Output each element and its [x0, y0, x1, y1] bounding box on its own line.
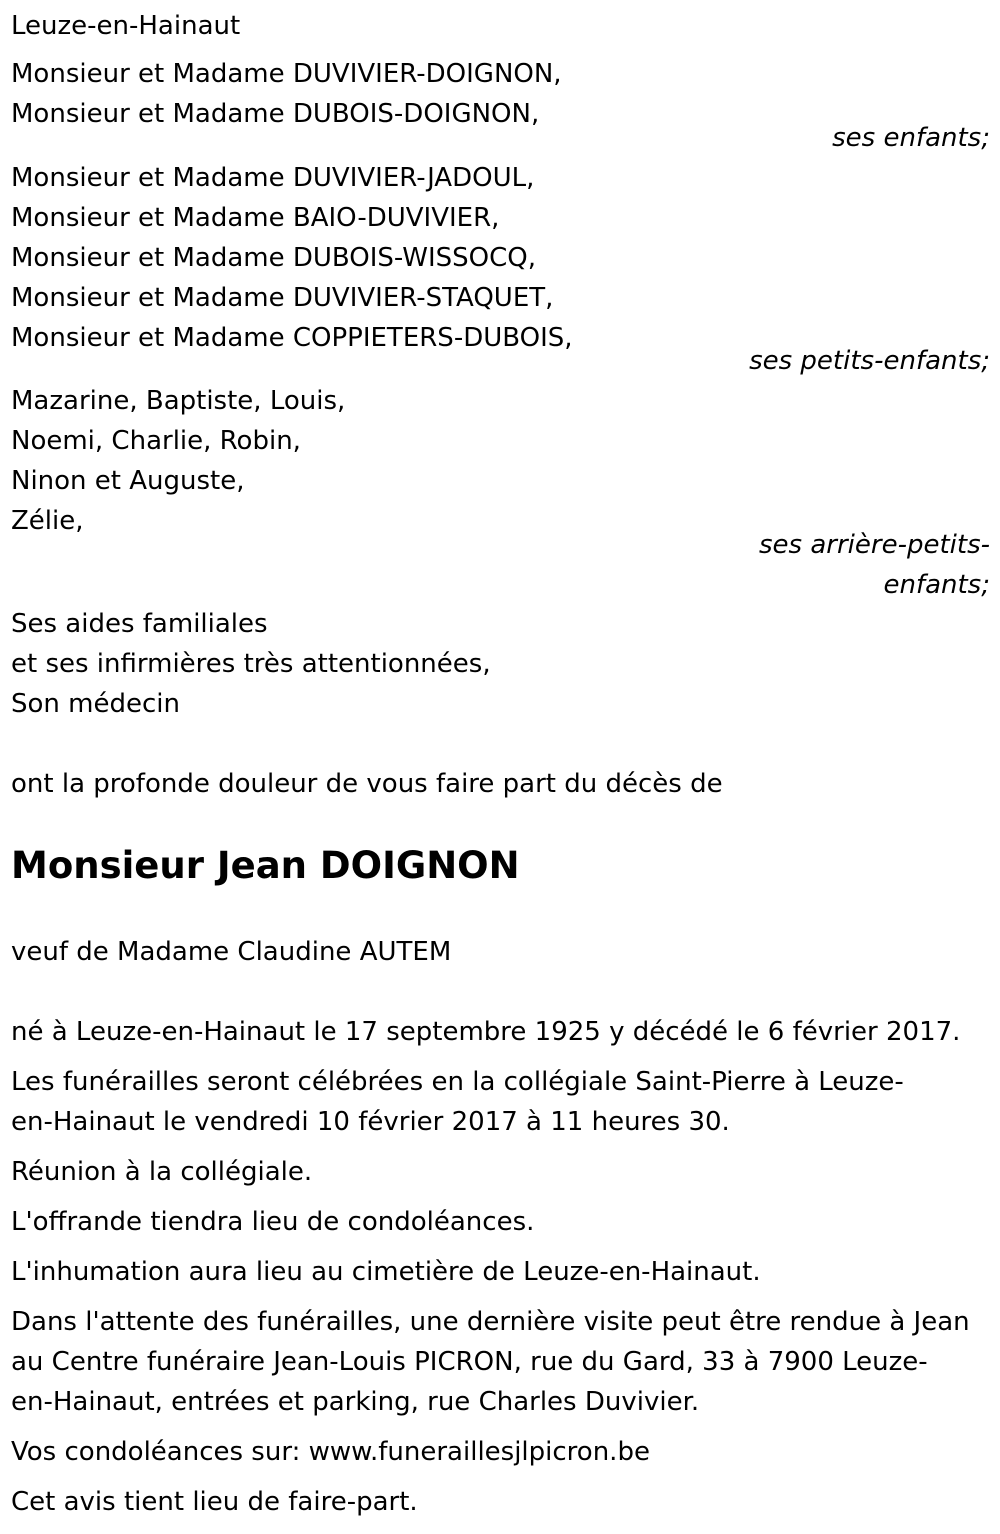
family-line: Monsieur et Madame DUVIVIER-STAQUET, [11, 283, 554, 313]
family-line: Monsieur et Madame DUBOIS-WISSOCQ, [11, 243, 536, 273]
paragraph-birth-death: né à Leuze-en-Hainaut le 17 septembre 1925 y décédé le 6 février 2017. [11, 1017, 961, 1047]
paragraph-visit: Dans l'attente des funérailles, une dernière visite peut être rendue à Jean au Centre funéraire Jean-Louis PICRON, rue du Gard, 33 à 7900 Leuze- en-Hainaut, entrées et parking, rue Charles Duvivier. [11, 1307, 970, 1417]
paragraph-notice: Cet avis tient lieu de faire-part. [11, 1487, 418, 1517]
family-line: Monsieur et Madame DUVIVIER-JADOUL, [11, 163, 535, 193]
widower-line: veuf de Madame Claudine AUTEM [11, 937, 452, 967]
family-line: Zélie, [11, 506, 84, 536]
paragraph-condolences: Vos condoléances sur: www.funeraillesjlpicron.be [11, 1437, 650, 1467]
great-grandchildren-list [11, 381, 990, 541]
role-children: ses enfants; [832, 123, 990, 153]
announcement: ont la profonde douleur de vous faire part du décès de [11, 769, 723, 799]
details [11, 1012, 990, 1532]
city-heading: Leuze-en-Hainaut [11, 11, 241, 41]
role-grandchildren: ses petits-enfants; [749, 346, 990, 376]
grandchildren-list [11, 158, 990, 358]
helpers-list [11, 604, 990, 724]
helper-line: Son médecin [11, 689, 180, 719]
family-line: Monsieur et Madame DUBOIS-DOIGNON, [11, 99, 540, 129]
helper-line: et ses infirmières très attentionnées, [11, 649, 491, 679]
paragraph-funeral: Les funérailles seront célébrées en la collégiale Saint-Pierre à Leuze- en-Hainaut le vendredi 10 février 2017 à 11 heures 30. [11, 1067, 904, 1137]
paragraph-burial: L'inhumation aura lieu au cimetière de Leuze-en-Hainaut. [11, 1257, 761, 1287]
family-line: Monsieur et Madame DUVIVIER-DOIGNON, [11, 59, 562, 89]
role-great-grandchildren: ses arrière-petits- enfants; [759, 530, 990, 600]
family-line: Noemi, Charlie, Robin, [11, 426, 301, 456]
family-line: Ninon et Auguste, [11, 466, 245, 496]
family-line: Monsieur et Madame COPPIETERS-DUBOIS, [11, 323, 573, 353]
paragraph-offering: L'offrande tiendra lieu de condoléances. [11, 1207, 535, 1237]
paragraph-reunion: Réunion à la collégiale. [11, 1157, 313, 1187]
deceased-name: Monsieur Jean DOIGNON [11, 844, 520, 887]
family-line: Monsieur et Madame BAIO-DUVIVIER, [11, 203, 500, 233]
helper-line: Ses aides familiales [11, 609, 268, 639]
family-line: Mazarine, Baptiste, Louis, [11, 386, 346, 416]
